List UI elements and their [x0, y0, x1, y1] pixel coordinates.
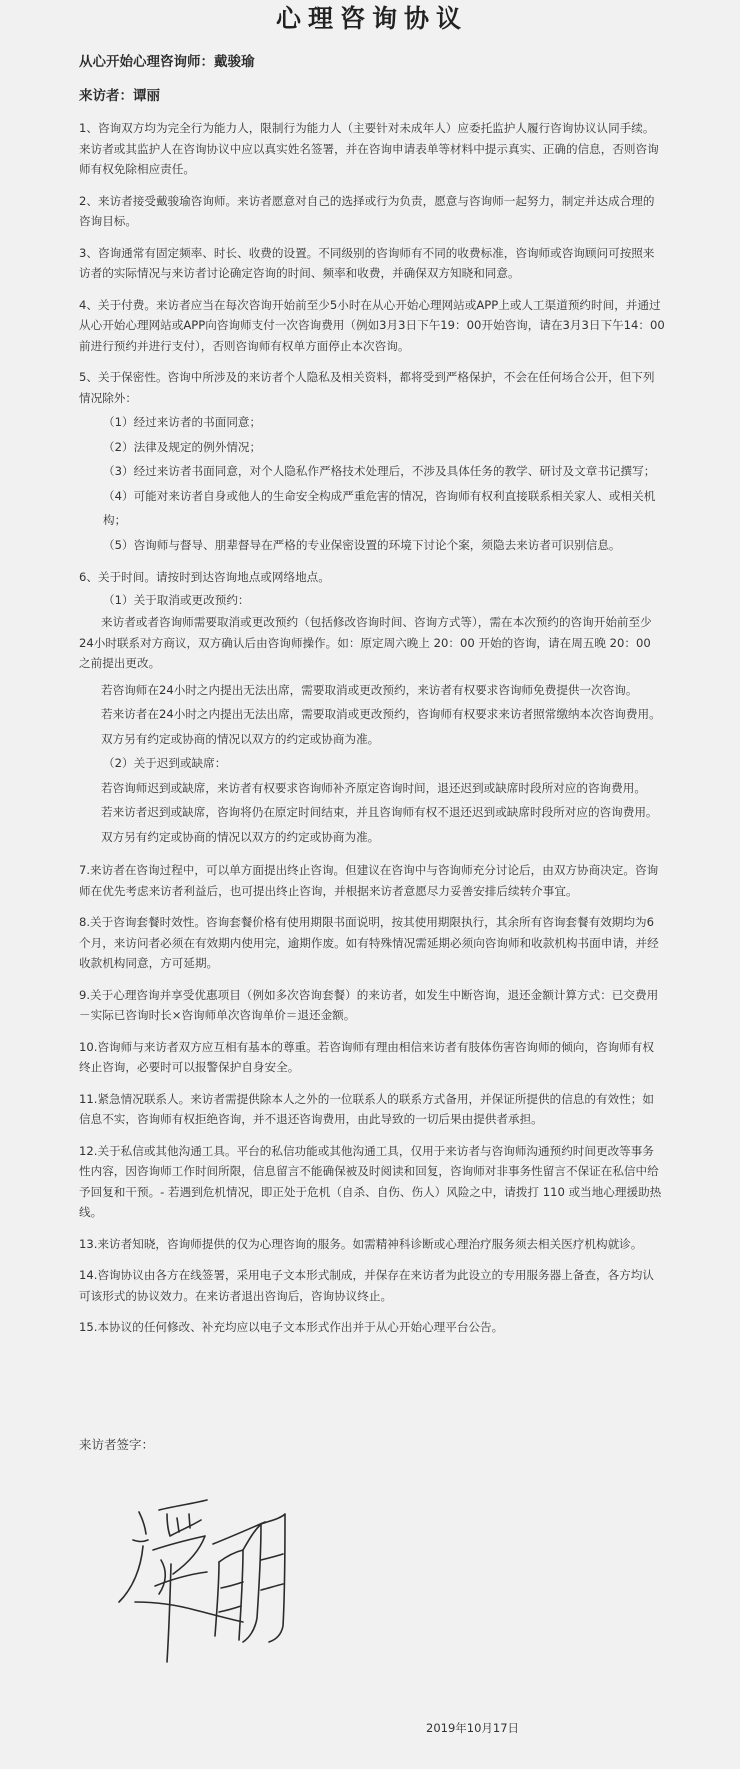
clause-6-sub1-title: （1）关于取消或更改预约：	[103, 592, 250, 607]
clause-8: 8.关于咨询套餐时效性。咨询套餐价格有使用期限书面说明，按其使用期限执行，其余所有咨询套餐有效期均为6个月，来访问者必须在有效期内使用完，逾期作废。如有特殊情况需延期必须向咨询师和收款机构书面申请，并经收款机构同意，方可延期。	[79, 915, 659, 970]
clause-5: 5、关于保密性。咨询中所涉及的来访者个人隐私及相关资料，都将受到严格保护，不会在任何场合公开，但下列情况除外：	[79, 370, 655, 405]
clause-10: 10.咨询师与来访者双方应互相有基本的尊重。若咨询师有理由相信来访者有肢体伤害咨询师的倾向，咨询师有权终止咨询，必要时可以报警保护自身安全。	[79, 1039, 654, 1074]
clause-5-item: （5）咨询师与督导、朋辈督导在严格的专业保密设置的环境下讨论个案，须隐去来访者可识别信息。	[103, 537, 621, 552]
clause-6-line: 若来访者迟到或缺席，咨询将仍在原定时间结束，并且咨询师有权不退还迟到或缺席时段所对应的咨询费用。	[101, 805, 658, 819]
clause-6-line: 若来访者在24小时之内提出无法出席，需要取消或更改预约，咨询师有权要求来访者照常缴纳本次咨询费用。	[101, 707, 661, 721]
clause-6-sub1-lines	[79, 678, 665, 752]
clause-6-line: 若咨询师迟到或缺席，来访者有权要求咨询师补齐原定咨询时间，退还迟到或缺席时段所对应的咨询费用。	[101, 780, 646, 795]
clause-5-item: （1）经过来访者的书面同意；	[103, 415, 262, 429]
clause-2: 2、来访者接受戴骏瑜咨询师。来访者愿意对自己的选择或行为负责，愿意与咨询师一起努力，制定并达成合理的咨询目标。	[79, 193, 655, 228]
clause-6-line: 双方另有约定或协商的情况以双方的约定或协商为准。	[101, 731, 380, 746]
clause-14: 14.咨询协议由各方在线签署，采用电子文本形式制成，并保存在来访者为此设立的专用服务器上备查，各方均认可该形式的协议效力。在来访者退出咨询后，咨询协议终止。	[79, 1268, 654, 1303]
clause-6-sub2-lines	[79, 776, 665, 850]
clause-5-item: （4）可能对来访者自身或他人的生命安全构成严重危害的情况，咨询师有权利直接联系相关家人、或相关机构；	[103, 488, 656, 527]
clause-7: 7.来访者在咨询过程中，可以单方面提出终止咨询。但建议在咨询中与咨询师充分讨论后，由双方协商决定。咨询师在优先考虑来访者利益后，也可提出终止咨询，并根据来访者意愿尽力妥善安排后续转介事宜。	[79, 863, 659, 898]
clause-12: 12.关于私信或其他沟通工具。平台的私信功能或其他沟通工具，仅用于来访者与咨询师沟通预约时间更改等事务性内容，因咨询师工作时间所限，信息留言不能确保被及时阅读和回复，咨询师对非事务性留言不保证在私信中给予回复和干预。- 若遇到危机情况，即正处于危机（自杀、自伤、伤人）风险之中，请拨打 110 或当地心理援助热线。	[79, 1143, 662, 1219]
clause-5-list	[79, 410, 665, 557]
clause-4: 4、关于付费。来访者应当在每次咨询开始前至少5小时在从心开始心理网站或APP上或人工渠道预约时间，并通过从心开始心理网站或APP向咨询师支付一次咨询费用（例如3月3日下午19：00开始咨询，请在3月3日下午14：00前进行预约并进行支付），否则咨询师有权单方面停止本次咨询。	[79, 297, 665, 353]
clause-6: 6、关于时间。请按时到达咨询地点或网络地点。	[79, 570, 330, 584]
clause-13: 13.来访者知晓，咨询师提供的仅为心理咨询的服务。如需精神科诊断或心理治疗服务须去相关医疗机构就诊。	[79, 1236, 643, 1251]
clause-6-line: 若咨询师在24小时之内提出无法出席，需要取消或更改预约，来访者有权要求咨询师免费提供一次咨询。	[101, 682, 638, 697]
page-title: 心理咨询协议	[275, 4, 468, 33]
handwritten-signature	[115, 1490, 315, 1670]
clause-5-item: （3）经过来访者书面同意，对个人隐私作严格技术处理后，不涉及具体任务的教学、研讨及文章书记撰写；	[103, 464, 656, 478]
clause-15: 15.本协议的任何修改、补充均应以电子文本形式作出并于从心开始心理平台公告。	[79, 1320, 504, 1334]
clause-6-sub2-title: （2）关于迟到或缺席：	[103, 756, 227, 770]
clause-11: 11.紧急情况联系人。来访者需提供除本人之外的一位联系人的联系方式备用，并保证所提供的信息的有效性；如信息不实，咨询师有权拒绝咨询，并不退还咨询费用，由此导致的一切后果由提供者承担。	[79, 1091, 654, 1126]
clause-3: 3、咨询通常有固定频率、时长、收费的设置。不同级别的咨询师有不同的收费标准，咨询师或咨询顾问可按照来访者的实际情况与来访者讨论确定咨询的时间、频率和收费，并确保双方知晓和同意。	[79, 245, 655, 280]
signature-label: 来访者签字：	[79, 1437, 155, 1452]
signature-date: 2019年10月17日	[426, 1721, 520, 1735]
clause-5-item: （2）法律及规定的例外情况；	[103, 439, 262, 454]
clause-6-sub1-body: 来访者或者咨询师需要取消或更改预约（包括修改咨询时间、咨询方式等），需在本次预约的咨询开始前至少24小时联系对方商议，双方确认后由咨询师操作。如：原定周六晚上 20：00 开始的咨询，请在周五晚 20：00 之前提出更改。	[79, 615, 652, 670]
visitor-line: 来访者：谭丽	[79, 88, 160, 104]
clause-6-line: 双方另有约定或协商的情况以双方的约定或协商为准。	[101, 829, 380, 844]
counselor-line: 从心开始心理咨询师：戴骏瑜	[79, 54, 255, 70]
clause-9: 9.关于心理咨询并享受优惠项目（例如多次咨询套餐）的来访者，如发生中断咨询，退还金额计算方式：已交费用－实际已咨询时长×咨询师单次咨询单价＝退还金额。	[79, 987, 659, 1022]
clause-1: 1、咨询双方均为完全行为能力人，限制行为能力人（主要针对未成年人）应委托监护人履行咨询协议认同手续。来访者或其监护人在咨询协议中应以真实姓名签署，并在咨询申请表单等材料中提示真实、正确的信息，否则咨询师有权免除相应责任。	[79, 121, 659, 176]
